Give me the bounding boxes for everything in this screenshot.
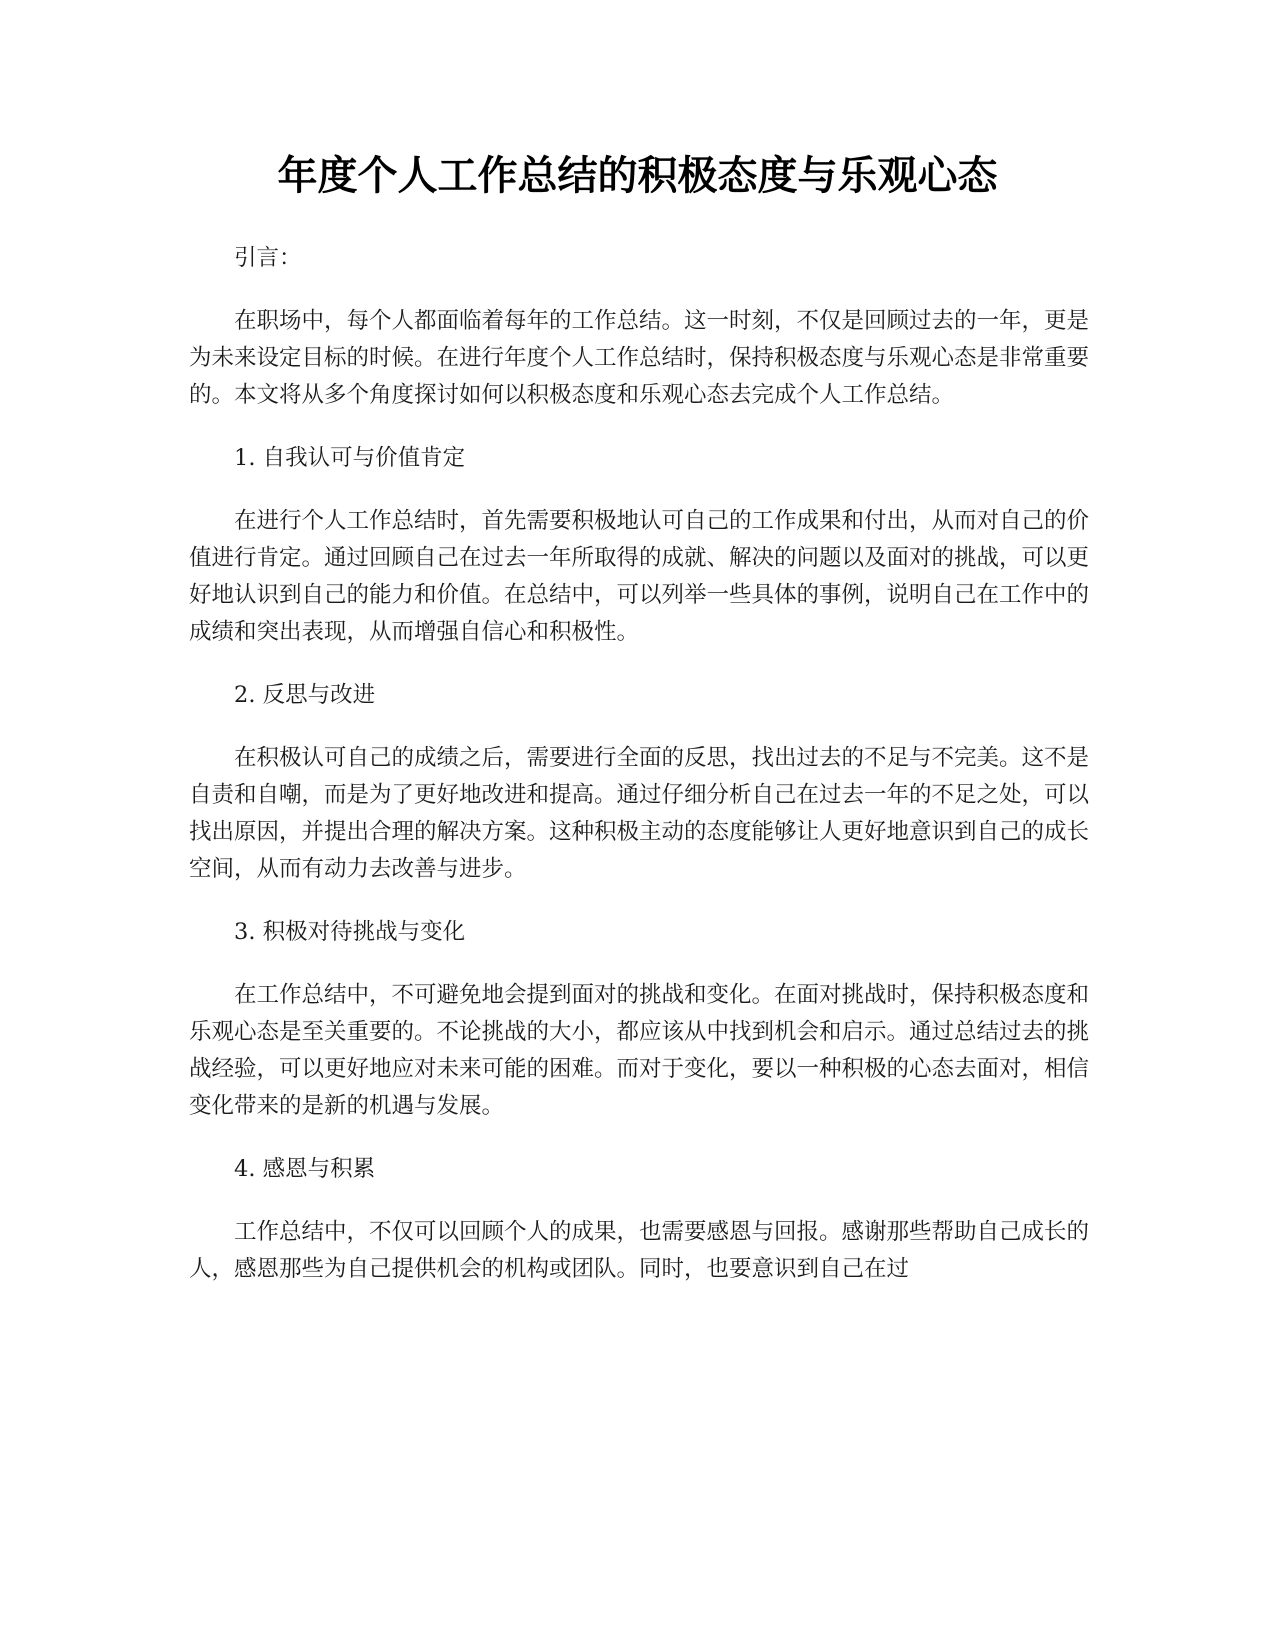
section-paragraph-4: 工作总结中，不仅可以回顾个人的成果，也需要感恩与回报。感谢那些帮助自己成长的人，感恩那些为自己提供机会的机构或团队。同时，也要意识到自己在过 (189, 1219, 1090, 1282)
section-heading-3: 3. 积极对待挑战与变化 (234, 919, 466, 945)
section-paragraph-1: 在进行个人工作总结时，首先需要积极地认可自己的工作成果和付出，从而对自己的价值进行肯定。通过回顾自己在过去一年所取得的成就、解决的问题以及面对的挑战，可以更好地认识到自己的能力和价值。在总结中，可以列举一些具体的事例，说明自己在工作中的成绩和突出表现，从而增强自信心和积极性。 (189, 508, 1090, 645)
section-paragraph-2: 在积极认可自己的成绩之后，需要进行全面的反思，找出过去的不足与不完美。这不是自责和自嘲，而是为了更好地改进和提高。通过仔细分析自己在过去一年的不足之处，可以找出原因，并提出合理的解决方案。这种积极主动的态度能够让人更好地意识到自己的成长空间，从而有动力去改善与进步。 (189, 745, 1090, 882)
section-heading-2: 2. 反思与改进 (234, 682, 376, 708)
section-heading-4: 4. 感恩与积累 (234, 1156, 376, 1182)
intro-paragraph: 在职场中，每个人都面临着每年的工作总结。这一时刻，不仅是回顾过去的一年，更是为未来设定目标的时候。在进行年度个人工作总结时，保持积极态度与乐观心态是非常重要的。本文将从多个角度探讨如何以积极态度和乐观心态去完成个人工作总结。 (189, 308, 1090, 408)
document-title: 年度个人工作总结的积极态度与乐观心态 (277, 153, 998, 199)
intro-label: 引言： (234, 245, 302, 271)
section-paragraph-3: 在工作总结中，不可避免地会提到面对的挑战和变化。在面对挑战时，保持积极态度和乐观心态是至关重要的。不论挑战的大小，都应该从中找到机会和启示。通过总结过去的挑战经验，可以更好地应对未来可能的困难。而对于变化，要以一种积极的心态去面对，相信变化带来的是新的机遇与发展。 (189, 982, 1090, 1119)
section-heading-1: 1. 自我认可与价值肯定 (234, 445, 466, 471)
document-body (189, 240, 1089, 1314)
